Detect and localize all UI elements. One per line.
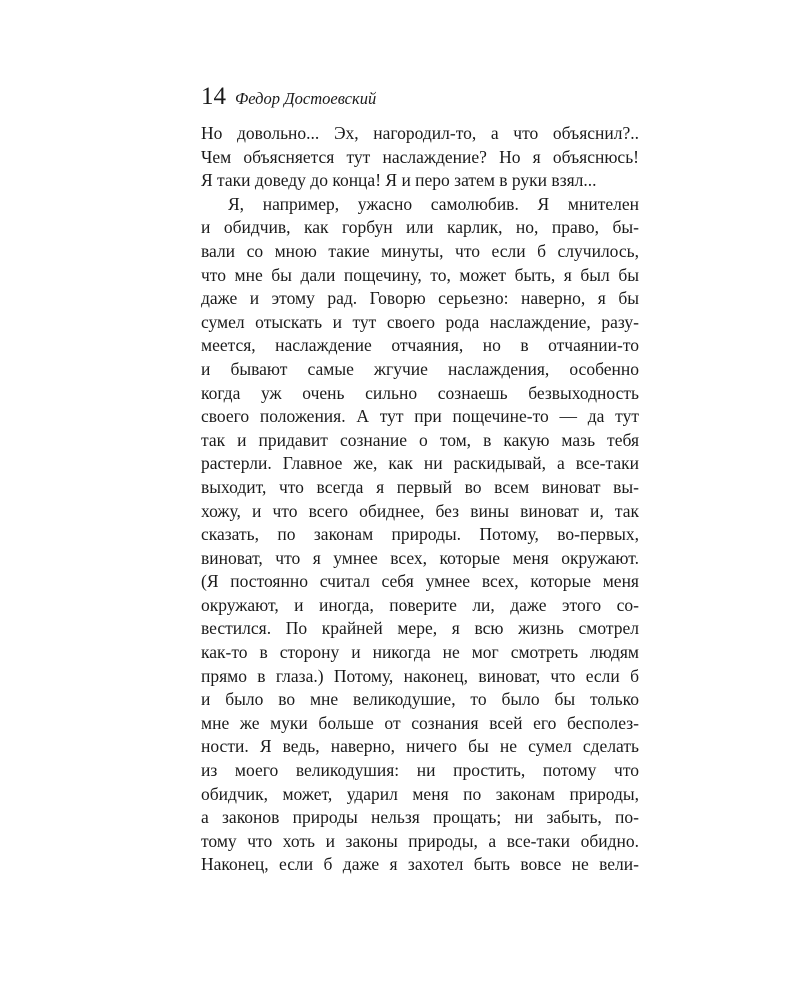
running-header (201, 80, 376, 114)
text-line: меется, наслаждение отчаяния, но в отчаянии-то (201, 335, 639, 356)
text-line: и обидчив, как горбун или карлик, но, право, бы- (201, 217, 639, 238)
text-line: выходит, что всегда я первый во всем виноват вы- (201, 476, 639, 497)
text-line: Чем объясняется тут наслаждение? Но я объяснюсь! (201, 146, 639, 167)
text-line: даже и этому рад. Говорю серьезно: наверно, я бы (201, 288, 639, 309)
text-line: тому что хоть и законы природы, а все-таки обидно. (201, 830, 639, 851)
text-line: окружают, и иногда, поверите ли, даже этого со- (201, 594, 639, 615)
text-line: ности. Я ведь, наверно, ничего бы не сумел сделать (201, 736, 639, 757)
text-line: вестился. По крайней мере, я всю жизнь смотрел (201, 618, 639, 639)
text-line: а законов природы нельзя прощать; ни забыть, по- (201, 807, 639, 828)
body-text (201, 122, 639, 877)
text-line: сказать, по законам природы. Потому, во-первых, (201, 524, 639, 545)
text-line: прямо в глаза.) Потому, наконец, виноват, что если б (201, 665, 639, 686)
text-line: Я, например, ужасно самолюбив. Я мнителен (228, 193, 639, 214)
text-line: хожу, и что всего обиднее, без вины виноват и, так (201, 500, 639, 521)
text-line: Но довольно... Эх, нагородил-то, а что объяснил?.. (201, 123, 639, 143)
text-line: обидчик, может, ударил меня по законам природы, (201, 783, 639, 804)
text-line: виноват, что я умнее всех, которые меня окружают. (201, 547, 639, 568)
text-line: вали со мною такие минуты, что если б случилось, (201, 240, 639, 261)
page-number: 14 (201, 83, 226, 110)
text-line: растерли. Главное же, как ни раскидывай, а все-таки (201, 453, 639, 474)
text-line: сумел отыскать и тут своего рода наслаждение, разу- (201, 311, 639, 332)
text-line: и было во мне великодушие, то было бы только (201, 689, 639, 710)
running-title: Федор Достоевский (235, 89, 377, 108)
text-line: из моего великодушия: ни простить, потому что (201, 760, 639, 781)
text-line: так и придавит сознание о том, в какую мазь тебя (201, 429, 639, 450)
text-line: (Я постоянно считал себя умнее всех, которые меня (201, 571, 639, 592)
text-line: когда уж очень сильно сознаешь безвыходность (201, 382, 639, 403)
text-line: что мне бы дали пощечину, то, может быть, я был бы (201, 264, 639, 285)
text-line: мне же муки больше от сознания всей его бесполез- (201, 712, 639, 733)
text-line: своего положения. А тут при пощечине-то — да тут (201, 406, 639, 427)
text-line: и бывают самые жгучие наслаждения, особенно (201, 358, 639, 379)
text-line: Я таки доведу до конца! Я и перо затем в руки взял... (201, 170, 597, 191)
text-line: Наконец, если б даже я захотел быть вовсе не вели- (201, 854, 639, 875)
text-line: как-то в сторону и никогда не мог смотреть людям (201, 642, 639, 663)
